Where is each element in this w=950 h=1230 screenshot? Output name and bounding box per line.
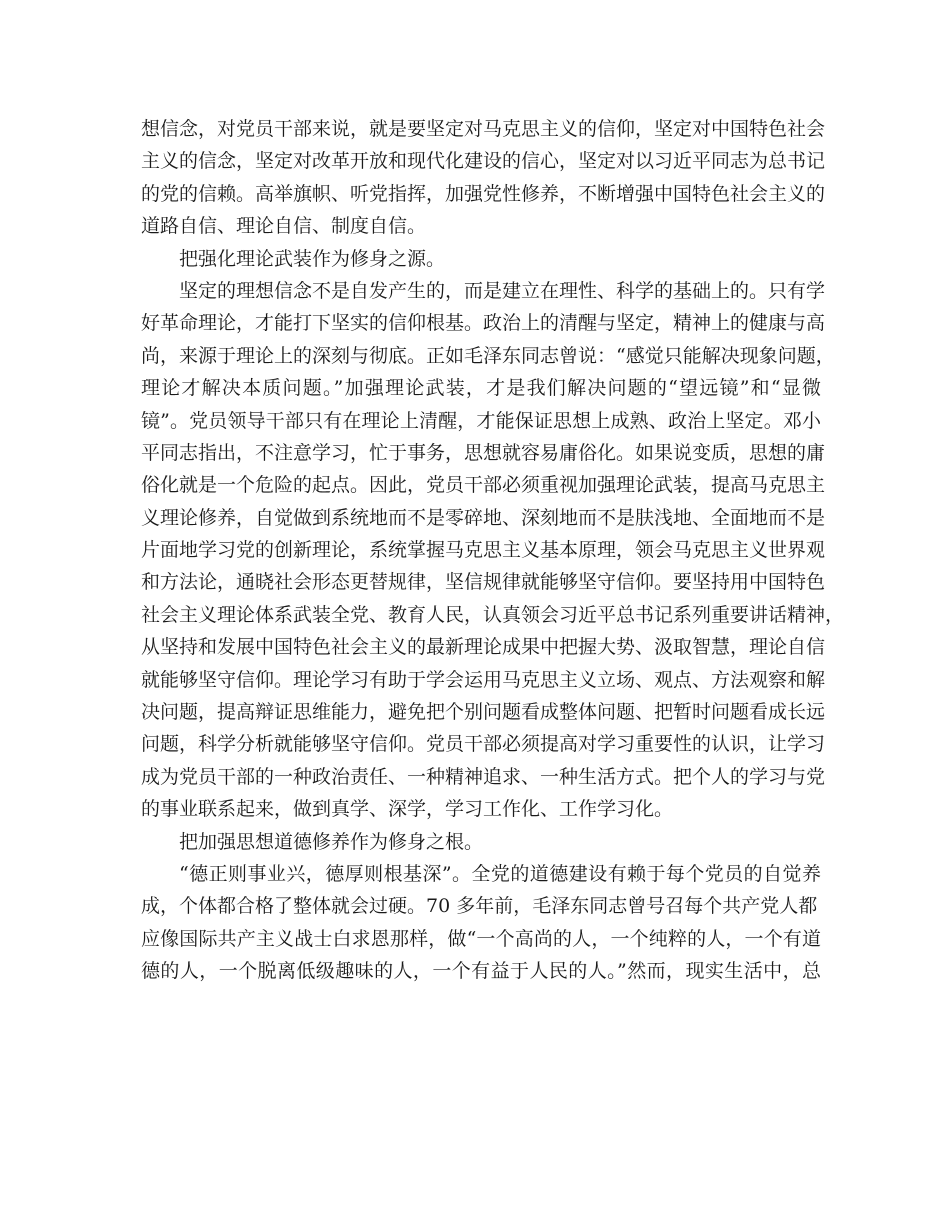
text-line: 主义的信念，坚定对改革开放和现代化建设的信心，坚定对以习近平同志为总书记 bbox=[141, 150, 826, 173]
text-line: 应像国际共产主义战士白求恩那样，做“一个高尚的人，一个纯粹的人，一个有道 bbox=[141, 927, 821, 950]
document-body-text bbox=[141, 113, 845, 988]
text-line: 德的人，一个脱离低级趣味的人，一个有益于人民的人。”然而，现实生活中，总 bbox=[141, 960, 821, 983]
text-line: 把加强思想道德修养作为修身之根。 bbox=[179, 830, 484, 853]
text-line: 俗化就是一个危险的起点。因此，党员干部必须重视加强理论武装，提高马克思主 bbox=[141, 474, 826, 497]
text-line: 成，个体都合格了整体就会过硬。70 多年前，毛泽东同志曾号召每个共产党人都 bbox=[141, 895, 818, 918]
text-line: 想信念，对党员干部来说，就是要坚定对马克思主义的信仰，坚定对中国特色社会 bbox=[141, 118, 826, 140]
text-line: 的党的信赖。高举旗帜、听党指挥，加强党性修养，不断增强中国特色社会主义的 bbox=[141, 182, 826, 205]
text-line: 镜”。党员领导干部只有在理论上清醒，才能保证思想上成熟、政治上坚定。邓小 bbox=[141, 409, 821, 432]
text-line: 决问题，提高辩证思维能力，避免把个别问题看成整体问题、把暂时问题看成长远 bbox=[141, 701, 826, 724]
text-line: 的事业联系起来，做到真学、深学，学习工作化、工作学习化。 bbox=[141, 798, 674, 821]
text-line: 理论才解决本质问题。”加强理论武装，才是我们解决问题的“望远镜”和“显微 bbox=[141, 377, 821, 400]
text-line: 从坚持和发展中国特色社会主义的最新理论成果中把握大势、汲取智慧，理论自信 bbox=[141, 636, 826, 659]
text-line: 坚定的理想信念不是自发产生的，而是建立在理性、科学的基础上的。只有学 bbox=[179, 279, 826, 302]
text-line: 就能够坚守信仰。理论学习有助于学会运用马克思主义立场、观点、方法观察和解 bbox=[141, 668, 826, 691]
text-line: 好革命理论，才能打下坚实的信仰根基。政治上的清醒与坚定，精神上的健康与高 bbox=[141, 312, 826, 335]
text-line: 问题，科学分析就能够坚守信仰。党员干部必须提高对学习重要性的认识，让学习 bbox=[141, 733, 826, 756]
text-line: 社会主义理论体系武装全党、教育人民，认真领会习近平总书记系列重要讲话精神， bbox=[141, 603, 845, 626]
text-line: 把强化理论武装作为修身之源。 bbox=[179, 247, 446, 270]
text-line: 尚，来源于理论上的深刻与彻底。正如毛泽东同志曾说：“感觉只能解决现象问题， bbox=[141, 344, 835, 367]
text-line: 和方法论，通晓社会形态更替规律，坚信规律就能够坚守信仰。要坚持用中国特色 bbox=[141, 571, 826, 594]
text-line: 道路自信、理论自信、制度自信。 bbox=[141, 215, 427, 238]
text-line: 平同志指出，不注意学习，忙于事务，思想就容易庸俗化。如果说变质，思想的庸 bbox=[141, 441, 826, 464]
text-line: 义理论修养，自觉做到系统地而不是零碎地、深刻地而不是肤浅地、全面地而不是 bbox=[141, 506, 826, 529]
text-line: “德正则事业兴，德厚则根基深”。全党的道德建设有赖于每个党员的自觉养 bbox=[179, 862, 821, 885]
text-line: 片面地学习党的创新理论，系统掌握马克思主义基本原理，领会马克思主义世界观 bbox=[141, 539, 826, 562]
text-line: 成为党员干部的一种政治责任、一种精神追求、一种生活方式。把个人的学习与党 bbox=[141, 765, 826, 788]
